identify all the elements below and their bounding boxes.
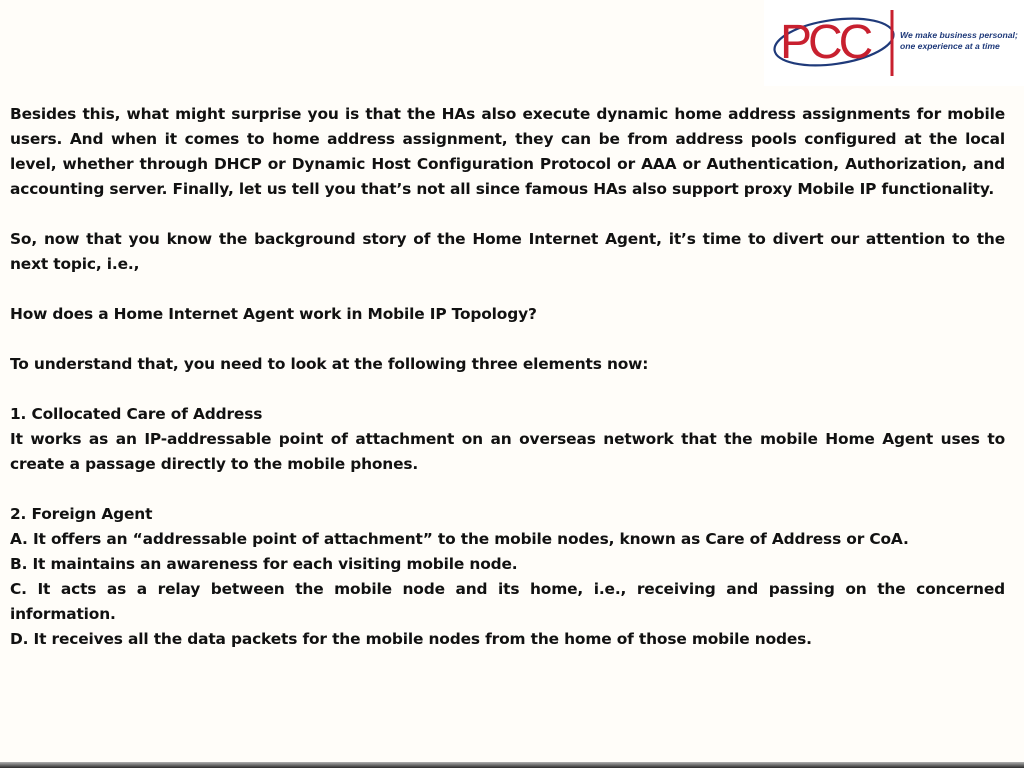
item-2-point-c: C. It acts as a relay between the mobile node and its home, i.e., receiving and passing on the concerned information. (10, 580, 1005, 623)
tagline-line-1: We make business personal; (900, 30, 1018, 40)
item-2-point-b: B. It maintains an awareness for each visiting mobile node. (10, 555, 518, 573)
item-2-point-d: D. It receives all the data packets for the mobile nodes from the home of those mobile nodes. (10, 630, 812, 648)
item-1-description: It works as an IP-addressable point of attachment on an overseas network that the mobile Home Agent uses to create a passage directly to the mobile phones. (10, 430, 1005, 473)
logo-tagline (900, 30, 1024, 52)
item-2-title: 2. Foreign Agent (10, 505, 153, 523)
pcc-logo-mark (772, 4, 900, 82)
item-2-point-a: A. It offers an “addressable point of attachment” to the mobile nodes, known as Care of Address or CoA. (10, 530, 909, 548)
company-logo (764, 0, 1024, 86)
paragraph-three-elements: To understand that, you need to look at the following three elements now: (10, 355, 649, 373)
tagline-line-2: one experience at a time (900, 41, 1000, 51)
logo-letters: PCC (780, 16, 870, 69)
paragraph-ha-address-assignment: Besides this, what might surprise you is that the HAs also execute dynamic home address assignments for mobile users. And when it comes to home address assignment, they can be from address pools configured at the local level, whether through DHCP or Dynamic Host Configuration Protocol or AAA or Authentication, Authorization, and accounting server. Finally, let us tell you that’s not all since famous HAs also support proxy Mobile IP functionality. (10, 105, 1005, 198)
bottom-divider (0, 762, 1024, 768)
paragraph-background-story: So, now that you know the background story of the Home Internet Agent, it’s time to divert our attention to the next topic, i.e., (10, 230, 1005, 273)
item-1-title: 1. Collocated Care of Address (10, 405, 263, 423)
section-heading: How does a Home Internet Agent work in Mobile IP Topology? (10, 305, 537, 323)
slide-body (10, 102, 1005, 652)
